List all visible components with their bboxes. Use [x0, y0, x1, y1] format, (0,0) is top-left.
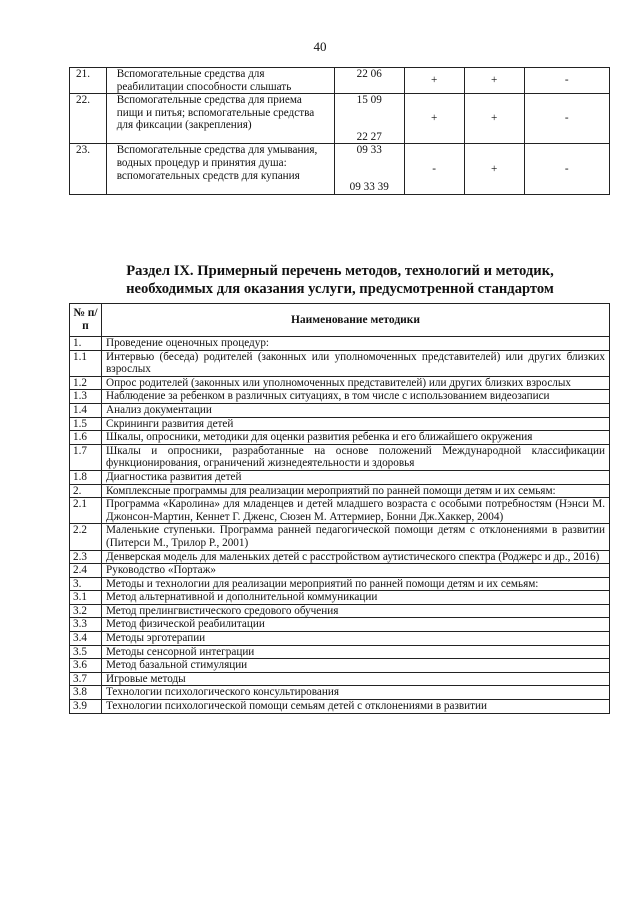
method-number: 3.: [70, 577, 102, 591]
device-row: [70, 144, 610, 194]
method-row: [70, 417, 610, 431]
method-name: Метод прелингвистического средового обучения: [102, 604, 610, 618]
method-row: [70, 591, 610, 605]
method-number: 1.8: [70, 470, 102, 484]
page-number: 40: [313, 39, 327, 54]
method-number: 1.1: [70, 350, 102, 376]
method-name: Методы сенсорной интеграции: [102, 645, 610, 659]
method-row: [70, 470, 610, 484]
method-row: [70, 672, 610, 686]
method-number: 1.3: [70, 390, 102, 404]
device-mark: -: [524, 144, 609, 194]
method-number: 3.8: [70, 686, 102, 700]
method-name: Проведение оценочных процедур:: [102, 337, 610, 351]
method-row: [70, 337, 610, 351]
method-number: 3.4: [70, 632, 102, 646]
method-name: Анализ документации: [102, 403, 610, 417]
method-name: Руководство «Портаж»: [102, 564, 610, 578]
methods-table-header: [70, 304, 610, 337]
device-mark: -: [524, 94, 609, 144]
method-row: [70, 604, 610, 618]
method-row: [70, 376, 610, 390]
methods-table: [69, 303, 610, 714]
section-title-line-2: необходимых для оказания услуги, предусмотренной стандартом: [126, 281, 554, 297]
method-number: 3.7: [70, 672, 102, 686]
method-number: 3.6: [70, 659, 102, 673]
method-name: Игровые методы: [102, 672, 610, 686]
method-number: 1.6: [70, 431, 102, 445]
device-number: 21.: [70, 68, 107, 94]
method-row: [70, 498, 610, 524]
device-number: 23.: [70, 144, 107, 194]
method-number: 1.5: [70, 417, 102, 431]
method-number: 1.7: [70, 444, 102, 470]
device-mark: +: [464, 94, 524, 144]
method-name: Скрининги развития детей: [102, 417, 610, 431]
device-code: 09 33 39: [349, 180, 389, 193]
method-name: Методы эрготерапии: [102, 632, 610, 646]
method-name: Метод физической реабилитации: [102, 618, 610, 632]
method-name: Наблюдение за ребенком в различных ситуациях, в том числе с использованием видеозаписи: [102, 390, 610, 404]
method-number: 3.5: [70, 645, 102, 659]
method-row: [70, 484, 610, 498]
device-codes: [334, 144, 404, 194]
method-name: Технологии психологической помощи семьям детей с отклонениями в развитии: [102, 700, 610, 714]
method-name: Метод альтернативной и дополнительной коммуникации: [102, 591, 610, 605]
method-name: Программа «Каролина» для младенцев и детей младшего возраста с особыми потребностям (Нэнси М. Джонсон-Мартин, Кеннет Г. Дженс, Сюзен М. Аттермиер, Бонни Дж.Хаккер, 2004): [102, 498, 610, 524]
device-name: Вспомогательные средства для реабилитации способности слышать: [106, 68, 334, 94]
method-name: Опрос родителей (законных или уполномоченных представителей) или других близких взрослых: [102, 376, 610, 390]
method-number: 3.3: [70, 618, 102, 632]
device-number: 22.: [70, 94, 107, 144]
method-row: [70, 550, 610, 564]
method-number: 1.4: [70, 403, 102, 417]
device-row: [70, 68, 610, 94]
method-number: 2.4: [70, 564, 102, 578]
method-number: 3.2: [70, 604, 102, 618]
method-row: [70, 700, 610, 714]
header-num: № п/п: [70, 304, 102, 337]
device-code: 22 06: [356, 68, 382, 80]
assistive-devices-table: [69, 67, 610, 195]
device-mark: -: [404, 144, 464, 194]
method-number: 3.1: [70, 591, 102, 605]
method-row: [70, 577, 610, 591]
device-mark: +: [404, 94, 464, 144]
method-row: [70, 659, 610, 673]
device-mark: -: [524, 68, 609, 94]
device-code: 09 33: [356, 144, 382, 157]
method-number: 1.2: [70, 376, 102, 390]
device-mark: +: [464, 144, 524, 194]
method-row: [70, 686, 610, 700]
method-row: [70, 390, 610, 404]
method-row: [70, 645, 610, 659]
method-name: Маленькие ступеньки. Программа ранней педагогической помощи детям с отклонениями в развитии (Питерси М., Трилор Р., 2001): [102, 524, 610, 550]
device-code: 22 27: [356, 130, 382, 143]
device-mark: +: [404, 68, 464, 94]
method-row: [70, 524, 610, 550]
method-name: Денверская модель для маленьких детей с расстройством аутистического спектра (Роджерс и др., 2016): [102, 550, 610, 564]
device-codes: [334, 68, 404, 94]
device-mark: +: [464, 68, 524, 94]
method-number: 2.3: [70, 550, 102, 564]
method-row: [70, 564, 610, 578]
method-row: [70, 431, 610, 445]
method-row: [70, 350, 610, 376]
method-name: Комплексные программы для реализации мероприятий по ранней помощи детям и их семьям:: [102, 484, 610, 498]
method-number: 1.: [70, 337, 102, 351]
method-row: [70, 618, 610, 632]
method-name: Интервью (беседа) родителей (законных или уполномоченных представителей) или других близких взрослых: [102, 350, 610, 376]
method-row: [70, 403, 610, 417]
device-name: Вспомогательные средства для приема пищи и питья; вспомогательные средства для фиксации (закрепления): [106, 94, 334, 144]
method-number: 2.2: [70, 524, 102, 550]
section-title: [70, 262, 610, 298]
header-name: Наименование методики: [102, 304, 610, 337]
method-number: 2.: [70, 484, 102, 498]
method-name: Шкалы, опросники, методики для оценки развития ребенка и его ближайшего окружения: [102, 431, 610, 445]
method-name: Метод базальной стимуляции: [102, 659, 610, 673]
device-name: Вспомогательные средства для умывания, водных процедур и принятия душа: вспомогательных средств для купания: [106, 144, 334, 194]
device-codes: [334, 94, 404, 144]
method-name: Методы и технологии для реализации мероприятий по ранней помощи детям и их семьям:: [102, 577, 610, 591]
device-row: [70, 94, 610, 144]
device-code: 15 09: [356, 94, 382, 107]
method-number: 2.1: [70, 498, 102, 524]
method-name: Шкалы и опросники, разработанные на основе положений Международной классификации функционирования, ограничений жизнедеятельности и здоровья: [102, 444, 610, 470]
method-name: Диагностика развития детей: [102, 470, 610, 484]
method-name: Технологии психологического консультирования: [102, 686, 610, 700]
method-row: [70, 632, 610, 646]
section-title-line-1: Раздел IX. Примерный перечень методов, технологий и методик,: [126, 263, 554, 279]
method-number: 3.9: [70, 700, 102, 714]
method-row: [70, 444, 610, 470]
